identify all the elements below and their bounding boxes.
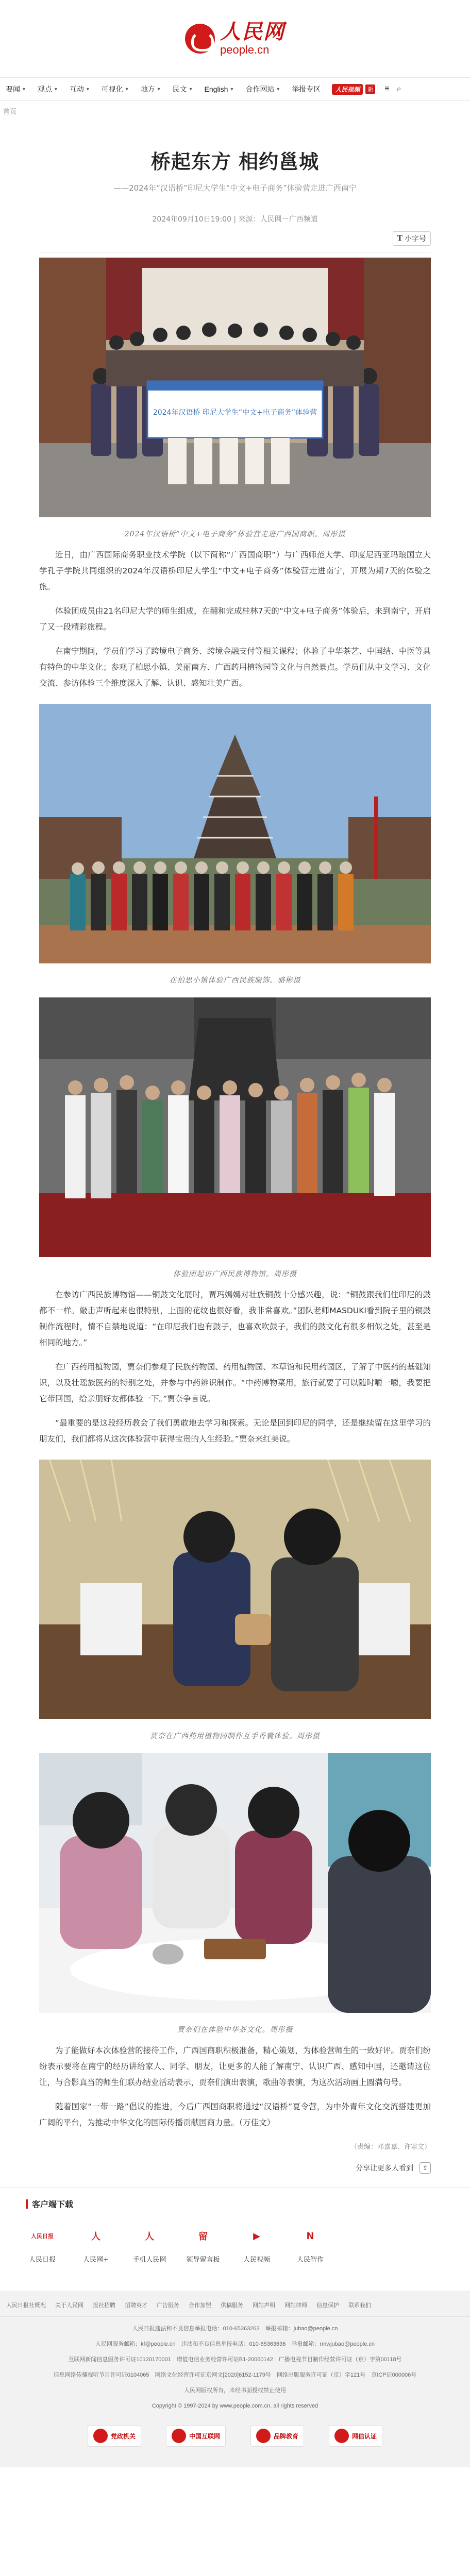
people-video-link[interactable]: 人民视频 新 <box>326 84 381 95</box>
app-leader-message[interactable]: 留 领导留言板 <box>187 2224 220 2264</box>
photo-figure-3 <box>39 997 431 1279</box>
site-footer <box>0 2291 470 2467</box>
nav-item-yaowen[interactable]: 要闻 ▼ <box>6 85 26 93</box>
share-row <box>39 2162 431 2174</box>
seal-icon <box>93 2429 108 2443</box>
photo-figure-5 <box>39 1753 431 2035</box>
tea-image <box>39 1753 431 2013</box>
sachet-image <box>39 1460 431 1719</box>
article <box>39 146 431 2174</box>
zhizuo-icon: N <box>298 2224 322 2248</box>
footer-link[interactable]: 联系我们 <box>348 2302 371 2309</box>
badge-cert[interactable]: 网信认证 <box>329 2425 382 2447</box>
photo-figure-4 <box>39 1460 431 1741</box>
site-header <box>0 0 470 77</box>
play-icon: ▶ <box>245 2224 268 2248</box>
seal-icon <box>334 2429 349 2443</box>
nav-item-guandian[interactable]: 观点 ▼ <box>37 85 58 93</box>
footer-text: 人民网版权所有，未经书面授权禁止使用 <box>184 2387 286 2394</box>
people-plus-icon: 人 <box>84 2224 108 2248</box>
footer-text: Copyright © 1997-2024 by www.people.com.cn. all rights reserved <box>152 2403 318 2409</box>
footer-link[interactable]: 信息保护 <box>316 2302 339 2309</box>
chevron-down-icon: ▼ <box>53 87 58 92</box>
chevron-down-icon: ▼ <box>22 87 26 92</box>
footer-link[interactable]: 报社招聘 <box>93 2302 115 2309</box>
photo-caption: 贾奈在广西药用植物园制作互手香囊体验。周彤摄 <box>150 1732 320 1740</box>
article-title: 桥起东方 相约邕城 <box>150 150 320 173</box>
article-paragraph: 随着国家“一带一路”倡议的推进，今后广西国商职将通过“汉语桥”夏令营，为中外青年文化交流搭建更加广阔的平台，为推动中华文化的国际传播贡献国商力量。（万佳文） <box>39 2102 431 2127</box>
chevron-down-icon: ▼ <box>188 87 193 92</box>
article-paragraph: “最重要的是这段经历教会了我们勇敢地去学习和探索。无论是回到印尼的同学，还是继续留在这里学习的朋友们，我们都将从这次体验营中获得宝贵的人生经验。”贾奈来红美说。 <box>39 1418 431 1444</box>
photo-caption: 体验团起访广西民族博物馆。周彤摄 <box>173 1270 297 1278</box>
section-accent <box>26 2199 28 2209</box>
photo-caption: 贾奈们在体验中华茶文化。周彤摄 <box>177 2026 293 2034</box>
sachet-photo <box>39 1460 431 1721</box>
chevron-down-icon: ▼ <box>276 87 281 92</box>
logo-icon <box>185 24 215 54</box>
banner-text: 2024年汉语桥 印尼大学生“中文+电子商务”体验营 <box>153 409 317 417</box>
footer-text: 人民网服务邮箱：kf@people.cn 违法和不良信息举报电话：010-65363636 举报邮箱：rmwjubao@people.cn <box>95 2341 375 2347</box>
article-paragraph: 体验团成员由21名印尼大学的师生组成，在翻和完成桂林7天的“中文+电子商务”体验后，来到南宁，开启了又一段精彩旅程。 <box>39 606 431 632</box>
font-size-button[interactable]: T 小字号 <box>393 231 431 246</box>
chevron-down-icon: ▼ <box>85 87 90 92</box>
badge-gov[interactable]: 党政机关 <box>88 2425 141 2447</box>
seal-icon <box>256 2429 271 2443</box>
footer-link[interactable]: 招聘英才 <box>125 2302 147 2309</box>
app-people-plus[interactable]: 人 人民网+ <box>79 2224 112 2264</box>
nav-item-difang[interactable]: 地方 ▼ <box>140 85 161 93</box>
museum-image <box>39 997 431 1257</box>
tea-photo <box>39 1753 431 2015</box>
menu-icon[interactable]: ≡ <box>384 84 390 93</box>
nav-item-keshihua[interactable]: 可视化 ▼ <box>101 85 129 93</box>
footer-link[interactable]: 网站声明 <box>253 2302 275 2309</box>
nav-item-hudong[interactable]: 互动 ▼ <box>69 85 90 93</box>
article-meta: 2024年09月10日19:00 | 来源：人民网－广西频道 <box>152 215 318 224</box>
badge-internet[interactable]: 中国互联网 <box>166 2425 226 2447</box>
footer-link[interactable]: 关于人民网 <box>55 2302 83 2309</box>
drum-tower-image <box>39 704 431 963</box>
article-paragraph: 在参访广西民族博物馆——铜鼓文化展时，贾玛嫣嫣对壮族铜鼓十分感兴趣，说：“铜鼓跟我们住印尼的鼓都不一样。敲击声听起来也很特别，上面的花纹也很好看，我非常喜欢。”团队老师MASDUKI看到院子里的铜鼓制作流程时，情不自禁地说道：“在印尼我们也有鼓子，也喜欢吹鼓子，我们的鼓文化有很多相似之处，甚至是相同的地方。” <box>39 1290 431 1347</box>
search-icon[interactable]: ⌕ <box>396 84 401 93</box>
footer-link[interactable]: 人民日报社概况 <box>6 2302 46 2309</box>
footer-text: 信息网络传播视听节目许可证0104065 网络文化经营许可证京网文[2020]6152-1179号 网络出版服务许可证（京）字121号 京ICP证000006号 <box>53 2372 417 2378</box>
photo-figure-1 <box>39 258 431 539</box>
nav-item-partners[interactable]: 合作网站 ▼ <box>245 85 281 93</box>
chevron-down-icon: ▼ <box>156 87 161 92</box>
footer-link[interactable]: 合作加盟 <box>189 2302 211 2309</box>
editor-signoff: （责编：邓嘉嘉、许寒文） <box>350 2143 431 2151</box>
group-photo-banner <box>39 258 431 519</box>
photo-figure-2 <box>39 704 431 985</box>
breadcrumb <box>0 101 470 121</box>
article-paragraph: 为了能做好本次体验营的接待工作，广西国商职积极准备，精心策划，为体验营师生的一致好评。贾奈们纷纷表示要将在南宁的经历讲给家人、同学、朋友，让更多的人能了解南宁、认识广西、感知中国，还邀请这位让，与合影真当的师生们联办结业活动表示，贾奈们演出表演，歌曲等表演，为这次活动画上圆满句号。 <box>39 2046 431 2087</box>
mobile-people-icon: 人 <box>138 2224 161 2248</box>
logo-en-text: people.cn <box>220 43 270 56</box>
article-paragraph: 在广西药用植物园，贾奈们参观了民族药物园、药用植物园、本草馆和民用药园区，了解了中医药的基础知识，以及壮瑶族医药的特别之处，并参与中药辨识制作。“中药博物菜用，旅行就要了可以随时嚼一嚼，我要把它带回国，给亲朋好友都体验一下。”贾奈争言说。 <box>39 1362 431 1403</box>
app-list <box>26 2224 444 2264</box>
certification-badges <box>0 2425 470 2447</box>
message-board-icon: 留 <box>191 2224 215 2248</box>
app-mobile-people[interactable]: 人 手机人民网 <box>133 2224 166 2264</box>
main-nav <box>0 77 470 101</box>
font-size-icon: T <box>397 234 402 243</box>
museum-photo <box>39 997 431 1259</box>
chevron-down-icon: ▼ <box>124 87 129 92</box>
footer-link[interactable]: 网站律师 <box>284 2302 307 2309</box>
seal-icon <box>172 2429 186 2443</box>
logo-cn-text: 人民网 <box>220 20 285 44</box>
badge-brand[interactable]: 品牌教育 <box>250 2425 304 2447</box>
footer-text: 互联网新闻信息服务许可证10120170001 增值电信业务经营许可证B1-20060142 广播电视节目制作经营许可证（京）字第00118号 <box>68 2357 402 2363</box>
chevron-down-icon: ▼ <box>229 87 234 92</box>
app-people-video[interactable]: ▶ 人民视频 <box>240 2224 273 2264</box>
group-photo-image <box>39 258 431 517</box>
share-icon[interactable]: ⇪ <box>419 2162 431 2174</box>
photo-caption: 在柏思小镇体验广西民族服饰。骆彬摄 <box>169 976 301 985</box>
client-heading: 客户端下载 <box>32 2199 74 2209</box>
photo-caption: 2024年汉语桥“中文+电子商务”体验营走进广西国商职。周彤摄 <box>124 530 346 538</box>
article-paragraph: 在南宁期间，学员们学习了跨境电子商务、跨境金融支付等相关课程；体验了中华茶艺、中国结、中医等具有特色的中华文化；参观了柏思小镇、美丽南方、广西药用植物园等文化与自然景点。学员们从中文学习、文化交流、参访体验三个维度深入了解、认识、感知壮美广西。 <box>39 647 431 688</box>
nav-item-english[interactable]: English ▼ <box>204 85 234 93</box>
site-logo[interactable] <box>185 22 285 56</box>
footer-link[interactable]: 广告服务 <box>157 2302 179 2309</box>
people-daily-icon: 人民日报 <box>30 2224 54 2248</box>
footer-links <box>0 2301 470 2309</box>
footer-text: 人民日报违法和不良信息举报电话：010-65363263 举报邮箱：jubao@people.cn <box>132 2326 338 2332</box>
drum-tower-photo <box>39 704 431 965</box>
share-label: 分享让更多人看到 <box>356 2164 413 2173</box>
app-people-daily[interactable]: 人民日报 人民日报 <box>26 2224 59 2264</box>
article-subtitle: ——2024年“汉语桥”印尼大学生“中文+电子商务”体验营走进广西南宁 <box>113 183 357 193</box>
breadcrumb-home-link[interactable]: 首页 <box>3 108 17 115</box>
nav-item-minwen[interactable]: 民文 ▼ <box>172 85 193 93</box>
nav-item-report[interactable]: 举报专区 <box>292 85 321 93</box>
app-people-zhizuo[interactable]: N 人民智作 <box>294 2224 327 2264</box>
footer-link[interactable]: 供稿服务 <box>221 2302 243 2309</box>
article-paragraph: 近日，由广西国际商务职业技术学院（以下简称“广西国商职”）与广西师范大学、印度尼西亚玛琅国立大学孔子学院共同组织的2024年汉语桥印尼大学生“中文+电子商务”体验营走进南宁，开展为期7天的体验之旅。 <box>39 550 431 591</box>
client-download <box>0 2188 470 2264</box>
